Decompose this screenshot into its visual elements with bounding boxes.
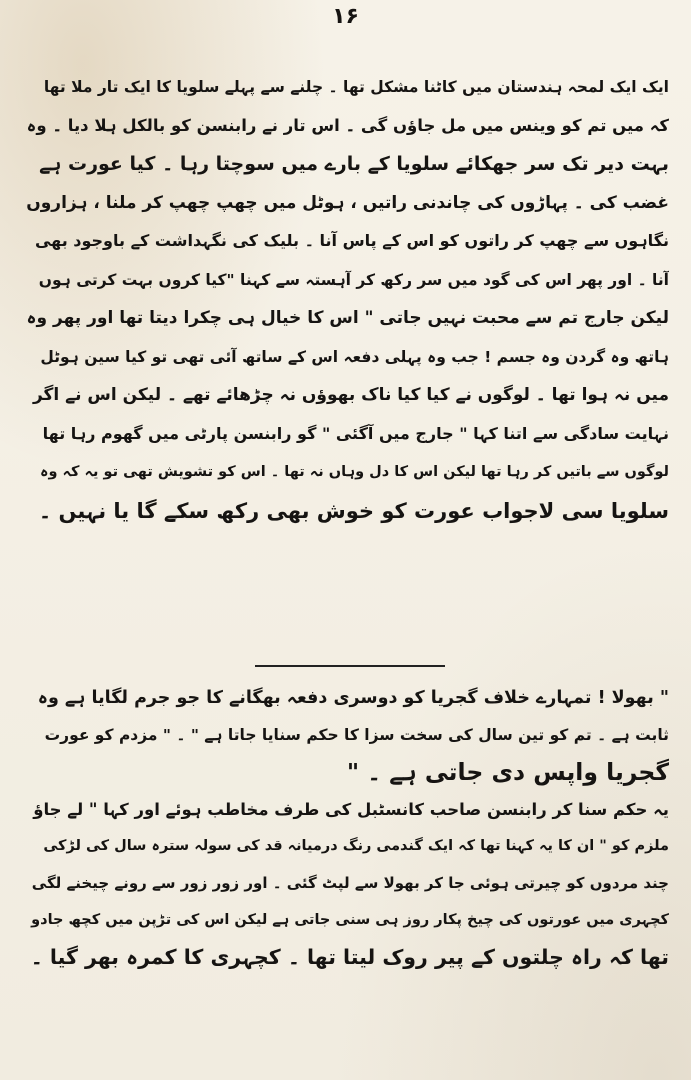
text-line: کچہری میں عورتوں کی چیخ پکار روز ہی سنی جاتی ہے لیکن اس کی تڑپن میں کچھ جادو [31, 912, 669, 928]
text-line: سلویا سی لاجواب عورت کو خوش بھی رکھ سکے گا یا نہیں ۔ [38, 498, 669, 523]
text-line: نہایت سادگی سے اتنا کہا " جارج میں آگئی " گو رابنسن پارٹی میں گھوم رہا تھا [42, 423, 669, 443]
text-line: نگاہوں سے چھپ کر راتوں کو اس کے پاس آنا ۔ بلیک کی نگہداشت کے باوجود بھی [34, 231, 669, 250]
text-line: ملزم کو " ان کا یہ کہنا تھا کہ ایک گندمی رنگ درمیانہ قد کی سولہ سترہ سال کی لڑکی [43, 838, 669, 854]
text-line: بہت دیر تک سر جھکائے سلویا کے بارے میں سوچتا رہا ۔ کیا عورت ہے [39, 153, 669, 175]
text-line: لیکن جارج تم سے محبت نہیں جاتی " اس کا خیال ہی چکرا دیتا تھا اور پھر وہ [26, 308, 669, 328]
text-line: غضب کی ۔ پہاڑوں کی چاندنی راتیں ، ہوٹل میں چھپ چھپ کر ملنا ، ہزاروں [26, 192, 669, 213]
paragraph-section-two [26, 680, 669, 976]
text-line: تھا کہ راہ چلتوں کے پیر روک لیتا تھا ۔ کچہری کا کمرہ بھر گیا ۔ [30, 945, 669, 969]
text-line: گجریا واپس دی جاتی ہے ۔ " [346, 758, 669, 786]
text-line: ہاتھ وہ گردن وہ جسم ! جب وہ پہلی دفعہ اس کے ساتھ آئی تھی تو کیا سین ہوٹل [40, 347, 669, 366]
text-line: لوگوں سے باتیں کر رہا تھا لیکن اس کا دل وہاں نہ تھا ۔ اس کو تشویش تھی تو یہ کہ وہ [40, 464, 669, 480]
text-line: چند مردوں کو چیرتی ہوئی جا کر بھولا سے لپٹ گئی ۔ اور زور زور سے رونے چیخنے لگی [31, 874, 669, 892]
page-number: ۱۶ [332, 4, 359, 29]
text-line: کہ میں تم کو وینس میں مل جاؤں گی ۔ اس تار نے رابنسن کو بالکل ہلا دیا ۔ وہ [26, 115, 669, 135]
paragraph-section-one [26, 68, 669, 530]
text-line: ایک ایک لمحہ ہندستان میں کاٹنا مشکل تھا ۔ چلنے سے پہلے سلویا کا ایک تار ملا تھا [43, 78, 669, 96]
section-divider [255, 665, 445, 667]
text-line: ثابت ہے ۔ تم کو تین سال کی سخت سزا کا حکم سنایا جاتا ہے " ۔ " مزدم کو عورت [44, 726, 669, 744]
text-line: میں نہ ہوا تھا ۔ لوگوں نے کیا کیا ناک بھوؤں نہ چڑھائے تھے ۔ لیکن اس نے اگر [32, 385, 669, 405]
text-line: " بھولا ! تمہارے خلاف گجریا کو دوسری دفعہ بھگانے کا جو جرم لگایا ہے وہ [37, 688, 669, 708]
text-line: یہ حکم سنا کر رابنسن صاحب کانسٹبل کی طرف مخاطب ہوئے اور کہا " لے جاؤ [33, 800, 669, 819]
text-line: آنا ۔ اور پھر اس کی گود میں سر رکھ کر آہستہ سے کہنا "کیا کروں بہت کرتی ہوں [38, 270, 669, 289]
